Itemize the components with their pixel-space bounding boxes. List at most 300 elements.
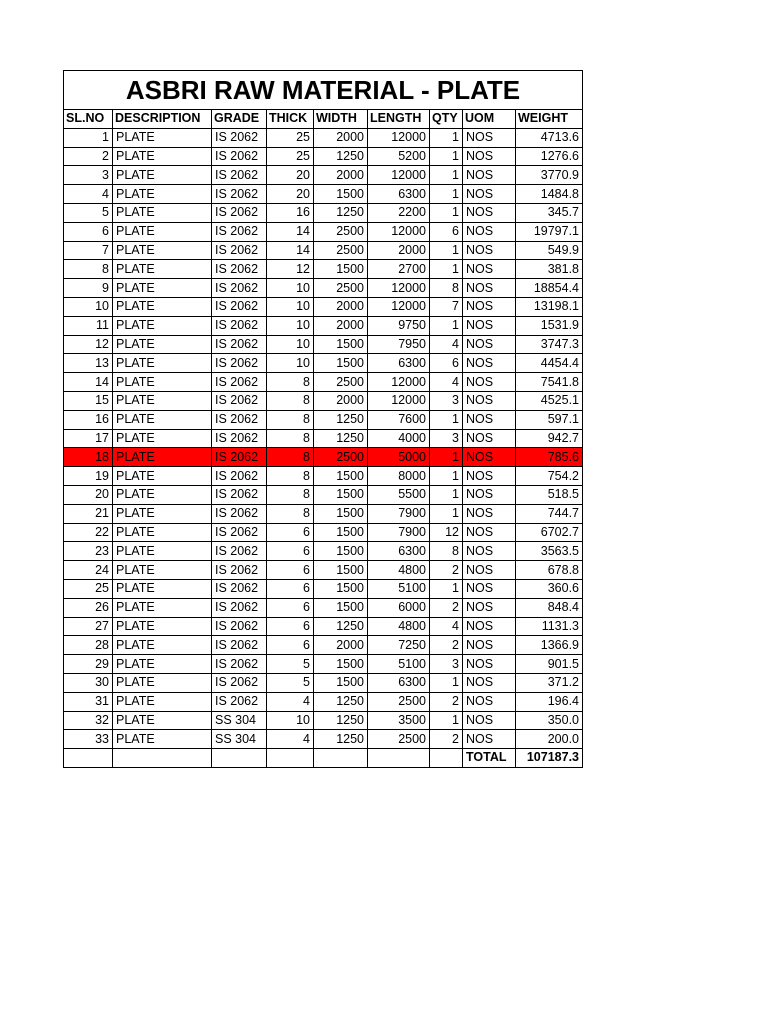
cell-weight[interactable]: 1484.8 (516, 185, 583, 204)
total-empty-cell[interactable] (64, 749, 113, 768)
cell-description[interactable]: PLATE (113, 354, 212, 373)
cell-width[interactable]: 1500 (314, 561, 368, 580)
cell-length[interactable]: 2700 (368, 260, 430, 279)
cell-qty[interactable]: 2 (430, 598, 463, 617)
cell-slno[interactable]: 21 (64, 504, 113, 523)
cell-weight[interactable]: 785.6 (516, 448, 583, 467)
cell-grade[interactable]: IS 2062 (212, 185, 267, 204)
cell-weight[interactable]: 18854.4 (516, 279, 583, 298)
column-header-length[interactable]: LENGTH (368, 110, 430, 129)
cell-length[interactable]: 5000 (368, 448, 430, 467)
cell-uom[interactable]: NOS (463, 655, 516, 674)
cell-thick[interactable]: 4 (267, 692, 314, 711)
total-empty-cell[interactable] (113, 749, 212, 768)
cell-width[interactable]: 1500 (314, 523, 368, 542)
cell-description[interactable]: PLATE (113, 391, 212, 410)
cell-width[interactable]: 1250 (314, 711, 368, 730)
cell-slno[interactable]: 18 (64, 448, 113, 467)
cell-length[interactable]: 7600 (368, 410, 430, 429)
cell-length[interactable]: 12000 (368, 297, 430, 316)
cell-slno[interactable]: 26 (64, 598, 113, 617)
cell-slno[interactable]: 11 (64, 316, 113, 335)
cell-weight[interactable]: 350.0 (516, 711, 583, 730)
cell-slno[interactable]: 32 (64, 711, 113, 730)
cell-uom[interactable]: NOS (463, 429, 516, 448)
cell-slno[interactable]: 3 (64, 166, 113, 185)
cell-grade[interactable]: IS 2062 (212, 410, 267, 429)
cell-slno[interactable]: 9 (64, 279, 113, 298)
cell-thick[interactable]: 25 (267, 128, 314, 147)
cell-qty[interactable]: 1 (430, 185, 463, 204)
cell-description[interactable]: PLATE (113, 128, 212, 147)
cell-length[interactable]: 6300 (368, 354, 430, 373)
cell-length[interactable]: 12000 (368, 279, 430, 298)
cell-description[interactable]: PLATE (113, 373, 212, 392)
cell-qty[interactable]: 6 (430, 222, 463, 241)
cell-uom[interactable]: NOS (463, 467, 516, 486)
cell-weight[interactable]: 1276.6 (516, 147, 583, 166)
cell-grade[interactable]: IS 2062 (212, 561, 267, 580)
cell-weight[interactable]: 345.7 (516, 203, 583, 222)
cell-length[interactable]: 6000 (368, 598, 430, 617)
cell-qty[interactable]: 1 (430, 711, 463, 730)
cell-grade[interactable]: IS 2062 (212, 297, 267, 316)
cell-grade[interactable]: IS 2062 (212, 260, 267, 279)
cell-uom[interactable]: NOS (463, 448, 516, 467)
cell-uom[interactable]: NOS (463, 636, 516, 655)
cell-length[interactable]: 8000 (368, 467, 430, 486)
cell-description[interactable]: PLATE (113, 523, 212, 542)
cell-weight[interactable]: 1531.9 (516, 316, 583, 335)
cell-weight[interactable]: 3770.9 (516, 166, 583, 185)
cell-description[interactable]: PLATE (113, 598, 212, 617)
cell-description[interactable]: PLATE (113, 203, 212, 222)
cell-length[interactable]: 6300 (368, 542, 430, 561)
cell-length[interactable]: 9750 (368, 316, 430, 335)
cell-weight[interactable]: 1366.9 (516, 636, 583, 655)
cell-width[interactable]: 1500 (314, 673, 368, 692)
cell-qty[interactable]: 2 (430, 730, 463, 749)
cell-slno[interactable]: 25 (64, 579, 113, 598)
cell-qty[interactable]: 1 (430, 128, 463, 147)
cell-weight[interactable]: 518.5 (516, 485, 583, 504)
cell-thick[interactable]: 10 (267, 354, 314, 373)
cell-qty[interactable]: 4 (430, 617, 463, 636)
cell-length[interactable]: 7900 (368, 523, 430, 542)
cell-qty[interactable]: 12 (430, 523, 463, 542)
cell-length[interactable]: 12000 (368, 373, 430, 392)
cell-grade[interactable]: IS 2062 (212, 542, 267, 561)
cell-slno[interactable]: 22 (64, 523, 113, 542)
cell-width[interactable]: 1500 (314, 598, 368, 617)
cell-length[interactable]: 2500 (368, 730, 430, 749)
cell-slno[interactable]: 31 (64, 692, 113, 711)
cell-weight[interactable]: 597.1 (516, 410, 583, 429)
cell-grade[interactable]: SS 304 (212, 730, 267, 749)
cell-qty[interactable]: 7 (430, 297, 463, 316)
cell-uom[interactable]: NOS (463, 485, 516, 504)
cell-thick[interactable]: 8 (267, 391, 314, 410)
cell-width[interactable]: 2000 (314, 316, 368, 335)
cell-qty[interactable]: 3 (430, 655, 463, 674)
cell-uom[interactable]: NOS (463, 241, 516, 260)
cell-width[interactable]: 1500 (314, 542, 368, 561)
cell-weight[interactable]: 4713.6 (516, 128, 583, 147)
cell-slno[interactable]: 14 (64, 373, 113, 392)
cell-width[interactable]: 1500 (314, 655, 368, 674)
cell-uom[interactable]: NOS (463, 279, 516, 298)
cell-weight[interactable]: 549.9 (516, 241, 583, 260)
cell-description[interactable]: PLATE (113, 147, 212, 166)
cell-qty[interactable]: 1 (430, 316, 463, 335)
cell-thick[interactable]: 14 (267, 241, 314, 260)
cell-width[interactable]: 1250 (314, 410, 368, 429)
cell-description[interactable]: PLATE (113, 279, 212, 298)
cell-description[interactable]: PLATE (113, 561, 212, 580)
cell-uom[interactable]: NOS (463, 711, 516, 730)
cell-thick[interactable]: 5 (267, 673, 314, 692)
cell-width[interactable]: 2500 (314, 448, 368, 467)
cell-slno[interactable]: 20 (64, 485, 113, 504)
cell-width[interactable]: 1250 (314, 692, 368, 711)
cell-uom[interactable]: NOS (463, 523, 516, 542)
cell-description[interactable]: PLATE (113, 260, 212, 279)
cell-description[interactable]: PLATE (113, 166, 212, 185)
cell-grade[interactable]: IS 2062 (212, 241, 267, 260)
cell-length[interactable]: 4800 (368, 617, 430, 636)
cell-grade[interactable]: IS 2062 (212, 598, 267, 617)
cell-thick[interactable]: 10 (267, 711, 314, 730)
cell-width[interactable]: 1500 (314, 335, 368, 354)
cell-description[interactable]: PLATE (113, 485, 212, 504)
cell-length[interactable]: 2500 (368, 692, 430, 711)
cell-grade[interactable]: IS 2062 (212, 579, 267, 598)
cell-weight[interactable]: 371.2 (516, 673, 583, 692)
cell-grade[interactable]: IS 2062 (212, 166, 267, 185)
cell-uom[interactable]: NOS (463, 316, 516, 335)
cell-thick[interactable]: 12 (267, 260, 314, 279)
cell-thick[interactable]: 8 (267, 448, 314, 467)
cell-thick[interactable]: 8 (267, 485, 314, 504)
column-header-width[interactable]: WIDTH (314, 110, 368, 129)
cell-uom[interactable]: NOS (463, 598, 516, 617)
cell-slno[interactable]: 10 (64, 297, 113, 316)
cell-width[interactable]: 1250 (314, 730, 368, 749)
cell-length[interactable]: 5200 (368, 147, 430, 166)
cell-qty[interactable]: 1 (430, 203, 463, 222)
cell-uom[interactable]: NOS (463, 147, 516, 166)
cell-thick[interactable]: 14 (267, 222, 314, 241)
cell-grade[interactable]: IS 2062 (212, 504, 267, 523)
cell-weight[interactable]: 3563.5 (516, 542, 583, 561)
cell-width[interactable]: 2000 (314, 391, 368, 410)
cell-length[interactable]: 7900 (368, 504, 430, 523)
cell-description[interactable]: PLATE (113, 185, 212, 204)
cell-uom[interactable]: NOS (463, 730, 516, 749)
cell-width[interactable]: 2500 (314, 373, 368, 392)
cell-qty[interactable]: 1 (430, 166, 463, 185)
total-value[interactable]: 107187.3 (516, 749, 583, 768)
cell-qty[interactable]: 1 (430, 147, 463, 166)
cell-description[interactable]: PLATE (113, 711, 212, 730)
cell-slno[interactable]: 16 (64, 410, 113, 429)
total-empty-cell[interactable] (368, 749, 430, 768)
cell-slno[interactable]: 13 (64, 354, 113, 373)
cell-width[interactable]: 1500 (314, 579, 368, 598)
column-header-qty[interactable]: QTY (430, 110, 463, 129)
cell-weight[interactable]: 1131.3 (516, 617, 583, 636)
cell-thick[interactable]: 6 (267, 542, 314, 561)
cell-uom[interactable]: NOS (463, 410, 516, 429)
cell-grade[interactable]: IS 2062 (212, 655, 267, 674)
cell-width[interactable]: 1500 (314, 260, 368, 279)
cell-description[interactable]: PLATE (113, 673, 212, 692)
cell-grade[interactable]: IS 2062 (212, 373, 267, 392)
cell-slno[interactable]: 1 (64, 128, 113, 147)
cell-qty[interactable]: 2 (430, 561, 463, 580)
cell-thick[interactable]: 10 (267, 279, 314, 298)
cell-weight[interactable]: 7541.8 (516, 373, 583, 392)
cell-weight[interactable]: 196.4 (516, 692, 583, 711)
cell-weight[interactable]: 381.8 (516, 260, 583, 279)
cell-slno[interactable]: 27 (64, 617, 113, 636)
cell-description[interactable]: PLATE (113, 410, 212, 429)
cell-length[interactable]: 5500 (368, 485, 430, 504)
cell-thick[interactable]: 6 (267, 561, 314, 580)
cell-grade[interactable]: IS 2062 (212, 147, 267, 166)
cell-slno[interactable]: 17 (64, 429, 113, 448)
total-label[interactable]: TOTAL (463, 749, 516, 768)
cell-uom[interactable]: NOS (463, 260, 516, 279)
cell-grade[interactable]: IS 2062 (212, 354, 267, 373)
cell-slno[interactable]: 33 (64, 730, 113, 749)
cell-weight[interactable]: 942.7 (516, 429, 583, 448)
cell-weight[interactable]: 848.4 (516, 598, 583, 617)
cell-uom[interactable]: NOS (463, 579, 516, 598)
cell-grade[interactable]: IS 2062 (212, 617, 267, 636)
cell-slno[interactable]: 4 (64, 185, 113, 204)
cell-thick[interactable]: 6 (267, 523, 314, 542)
cell-width[interactable]: 1500 (314, 504, 368, 523)
cell-grade[interactable]: IS 2062 (212, 692, 267, 711)
total-empty-cell[interactable] (430, 749, 463, 768)
cell-width[interactable]: 2500 (314, 222, 368, 241)
cell-description[interactable]: PLATE (113, 636, 212, 655)
cell-width[interactable]: 2000 (314, 128, 368, 147)
cell-uom[interactable]: NOS (463, 335, 516, 354)
cell-grade[interactable]: IS 2062 (212, 128, 267, 147)
cell-width[interactable]: 1500 (314, 485, 368, 504)
cell-description[interactable]: PLATE (113, 692, 212, 711)
cell-qty[interactable]: 6 (430, 354, 463, 373)
cell-qty[interactable]: 4 (430, 373, 463, 392)
cell-slno[interactable]: 12 (64, 335, 113, 354)
column-header-uom[interactable]: UOM (463, 110, 516, 129)
cell-slno[interactable]: 24 (64, 561, 113, 580)
cell-slno[interactable]: 30 (64, 673, 113, 692)
cell-uom[interactable]: NOS (463, 504, 516, 523)
cell-width[interactable]: 2000 (314, 297, 368, 316)
cell-thick[interactable]: 8 (267, 429, 314, 448)
cell-grade[interactable]: IS 2062 (212, 485, 267, 504)
cell-qty[interactable]: 1 (430, 673, 463, 692)
cell-slno[interactable]: 28 (64, 636, 113, 655)
cell-width[interactable]: 1250 (314, 429, 368, 448)
cell-weight[interactable]: 13198.1 (516, 297, 583, 316)
cell-grade[interactable]: IS 2062 (212, 391, 267, 410)
cell-slno[interactable]: 29 (64, 655, 113, 674)
cell-thick[interactable]: 25 (267, 147, 314, 166)
cell-length[interactable]: 12000 (368, 166, 430, 185)
cell-slno[interactable]: 19 (64, 467, 113, 486)
cell-slno[interactable]: 23 (64, 542, 113, 561)
cell-uom[interactable]: NOS (463, 166, 516, 185)
cell-slno[interactable]: 8 (64, 260, 113, 279)
cell-weight[interactable]: 200.0 (516, 730, 583, 749)
column-header-description[interactable]: DESCRIPTION (113, 110, 212, 129)
cell-grade[interactable]: IS 2062 (212, 335, 267, 354)
cell-qty[interactable]: 4 (430, 335, 463, 354)
cell-length[interactable]: 7950 (368, 335, 430, 354)
cell-width[interactable]: 2500 (314, 279, 368, 298)
cell-description[interactable]: PLATE (113, 655, 212, 674)
cell-uom[interactable]: NOS (463, 203, 516, 222)
cell-length[interactable]: 12000 (368, 128, 430, 147)
cell-thick[interactable]: 10 (267, 316, 314, 335)
cell-weight[interactable]: 6702.7 (516, 523, 583, 542)
cell-length[interactable]: 3500 (368, 711, 430, 730)
cell-uom[interactable]: NOS (463, 673, 516, 692)
cell-description[interactable]: PLATE (113, 617, 212, 636)
cell-width[interactable]: 1500 (314, 467, 368, 486)
cell-thick[interactable]: 6 (267, 598, 314, 617)
cell-thick[interactable]: 6 (267, 617, 314, 636)
cell-thick[interactable]: 16 (267, 203, 314, 222)
cell-description[interactable]: PLATE (113, 335, 212, 354)
cell-weight[interactable]: 901.5 (516, 655, 583, 674)
cell-description[interactable]: PLATE (113, 542, 212, 561)
cell-description[interactable]: PLATE (113, 222, 212, 241)
cell-grade[interactable]: IS 2062 (212, 222, 267, 241)
cell-width[interactable]: 2000 (314, 636, 368, 655)
cell-qty[interactable]: 1 (430, 579, 463, 598)
cell-width[interactable]: 1500 (314, 185, 368, 204)
cell-width[interactable]: 2000 (314, 166, 368, 185)
column-header-slno[interactable]: SL.NO (64, 110, 113, 129)
cell-weight[interactable]: 744.7 (516, 504, 583, 523)
cell-uom[interactable]: NOS (463, 561, 516, 580)
cell-grade[interactable]: IS 2062 (212, 203, 267, 222)
cell-uom[interactable]: NOS (463, 391, 516, 410)
cell-thick[interactable]: 8 (267, 410, 314, 429)
cell-description[interactable]: PLATE (113, 241, 212, 260)
cell-thick[interactable]: 6 (267, 636, 314, 655)
cell-weight[interactable]: 4525.1 (516, 391, 583, 410)
cell-qty[interactable]: 1 (430, 448, 463, 467)
cell-qty[interactable]: 3 (430, 391, 463, 410)
cell-thick[interactable]: 8 (267, 504, 314, 523)
cell-qty[interactable]: 1 (430, 241, 463, 260)
cell-grade[interactable]: IS 2062 (212, 429, 267, 448)
cell-description[interactable]: PLATE (113, 504, 212, 523)
cell-uom[interactable]: NOS (463, 222, 516, 241)
cell-width[interactable]: 1250 (314, 147, 368, 166)
cell-weight[interactable]: 754.2 (516, 467, 583, 486)
cell-length[interactable]: 6300 (368, 673, 430, 692)
cell-thick[interactable]: 6 (267, 579, 314, 598)
cell-qty[interactable]: 3 (430, 429, 463, 448)
cell-qty[interactable]: 1 (430, 467, 463, 486)
cell-thick[interactable]: 8 (267, 373, 314, 392)
cell-length[interactable]: 2200 (368, 203, 430, 222)
column-header-thick[interactable]: THICK (267, 110, 314, 129)
cell-slno[interactable]: 15 (64, 391, 113, 410)
cell-length[interactable]: 5100 (368, 579, 430, 598)
cell-qty[interactable]: 2 (430, 636, 463, 655)
cell-qty[interactable]: 1 (430, 410, 463, 429)
cell-qty[interactable]: 1 (430, 504, 463, 523)
cell-slno[interactable]: 2 (64, 147, 113, 166)
cell-qty[interactable]: 2 (430, 692, 463, 711)
cell-uom[interactable]: NOS (463, 373, 516, 392)
cell-width[interactable]: 2500 (314, 241, 368, 260)
cell-grade[interactable]: SS 304 (212, 711, 267, 730)
total-empty-cell[interactable] (212, 749, 267, 768)
cell-thick[interactable]: 10 (267, 335, 314, 354)
cell-length[interactable]: 12000 (368, 391, 430, 410)
cell-description[interactable]: PLATE (113, 730, 212, 749)
cell-thick[interactable]: 8 (267, 467, 314, 486)
cell-qty[interactable]: 1 (430, 485, 463, 504)
cell-slno[interactable]: 5 (64, 203, 113, 222)
cell-thick[interactable]: 5 (267, 655, 314, 674)
cell-weight[interactable]: 19797.1 (516, 222, 583, 241)
cell-grade[interactable]: IS 2062 (212, 279, 267, 298)
cell-grade[interactable]: IS 2062 (212, 316, 267, 335)
cell-thick[interactable]: 10 (267, 297, 314, 316)
cell-length[interactable]: 7250 (368, 636, 430, 655)
cell-description[interactable]: PLATE (113, 448, 212, 467)
cell-grade[interactable]: IS 2062 (212, 636, 267, 655)
cell-weight[interactable]: 4454.4 (516, 354, 583, 373)
column-header-grade[interactable]: GRADE (212, 110, 267, 129)
cell-uom[interactable]: NOS (463, 128, 516, 147)
cell-description[interactable]: PLATE (113, 467, 212, 486)
cell-width[interactable]: 1500 (314, 354, 368, 373)
cell-grade[interactable]: IS 2062 (212, 448, 267, 467)
cell-length[interactable]: 6300 (368, 185, 430, 204)
cell-length[interactable]: 4800 (368, 561, 430, 580)
cell-thick[interactable]: 20 (267, 166, 314, 185)
cell-thick[interactable]: 4 (267, 730, 314, 749)
cell-grade[interactable]: IS 2062 (212, 673, 267, 692)
cell-description[interactable]: PLATE (113, 297, 212, 316)
cell-slno[interactable]: 7 (64, 241, 113, 260)
cell-description[interactable]: PLATE (113, 316, 212, 335)
cell-description[interactable]: PLATE (113, 429, 212, 448)
cell-grade[interactable]: IS 2062 (212, 523, 267, 542)
cell-description[interactable]: PLATE (113, 579, 212, 598)
cell-qty[interactable]: 1 (430, 260, 463, 279)
cell-uom[interactable]: NOS (463, 297, 516, 316)
total-empty-cell[interactable] (314, 749, 368, 768)
cell-thick[interactable]: 20 (267, 185, 314, 204)
cell-width[interactable]: 1250 (314, 203, 368, 222)
cell-weight[interactable]: 678.8 (516, 561, 583, 580)
cell-uom[interactable]: NOS (463, 354, 516, 373)
cell-length[interactable]: 4000 (368, 429, 430, 448)
cell-slno[interactable]: 6 (64, 222, 113, 241)
